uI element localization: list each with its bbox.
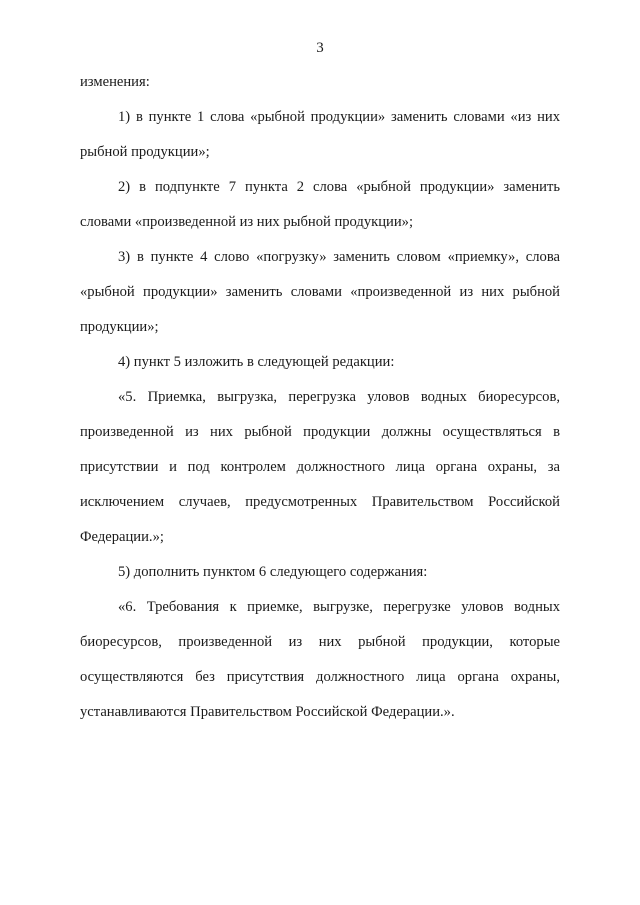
text-line: «рыбной продукции» заменить словами «произведенной из них рыбной [80,284,560,300]
text-line: «6. Требования к приемке, выгрузке, перегрузке уловов водных [118,599,560,615]
text-line: 3) в пункте 4 слово «погрузку» заменить словом «приемку», слова [118,249,560,265]
text-line: 4) пункт 5 изложить в следующей редакции: [118,354,395,370]
text-line: 1) в пункте 1 слова «рыбной продукции» заменить словами «из них [118,109,560,125]
text-line: продукции»; [80,319,159,335]
text-line: «5. Приемка, выгрузка, перегрузка уловов водных биоресурсов, [118,389,560,405]
text-line: произведенной из них рыбной продукции должны осуществляться в [80,424,560,440]
text-line: Федерации.»; [80,529,164,545]
page-number: 3 [316,40,324,56]
text-line: рыбной продукции»; [80,144,210,160]
text-line: 5) дополнить пунктом 6 следующего содержания: [118,564,428,580]
text-line: 2) в подпункте 7 пункта 2 слова «рыбной продукции» заменить [118,179,560,195]
text-line: осуществляются без присутствия должностного лица органа охраны, [80,669,560,685]
text-line: присутствии и под контролем должностного лица органа охраны, за [80,459,560,475]
text-line: устанавливаются Правительством Российской Федерации.». [80,704,455,720]
text-line: изменения: [80,74,150,90]
text-line: словами «произведенной из них рыбной продукции»; [80,214,414,230]
text-line: биоресурсов, произведенной из них рыбной продукции, которые [80,634,560,650]
text-line: исключением случаев, предусмотренных Правительством Российской [80,494,560,510]
